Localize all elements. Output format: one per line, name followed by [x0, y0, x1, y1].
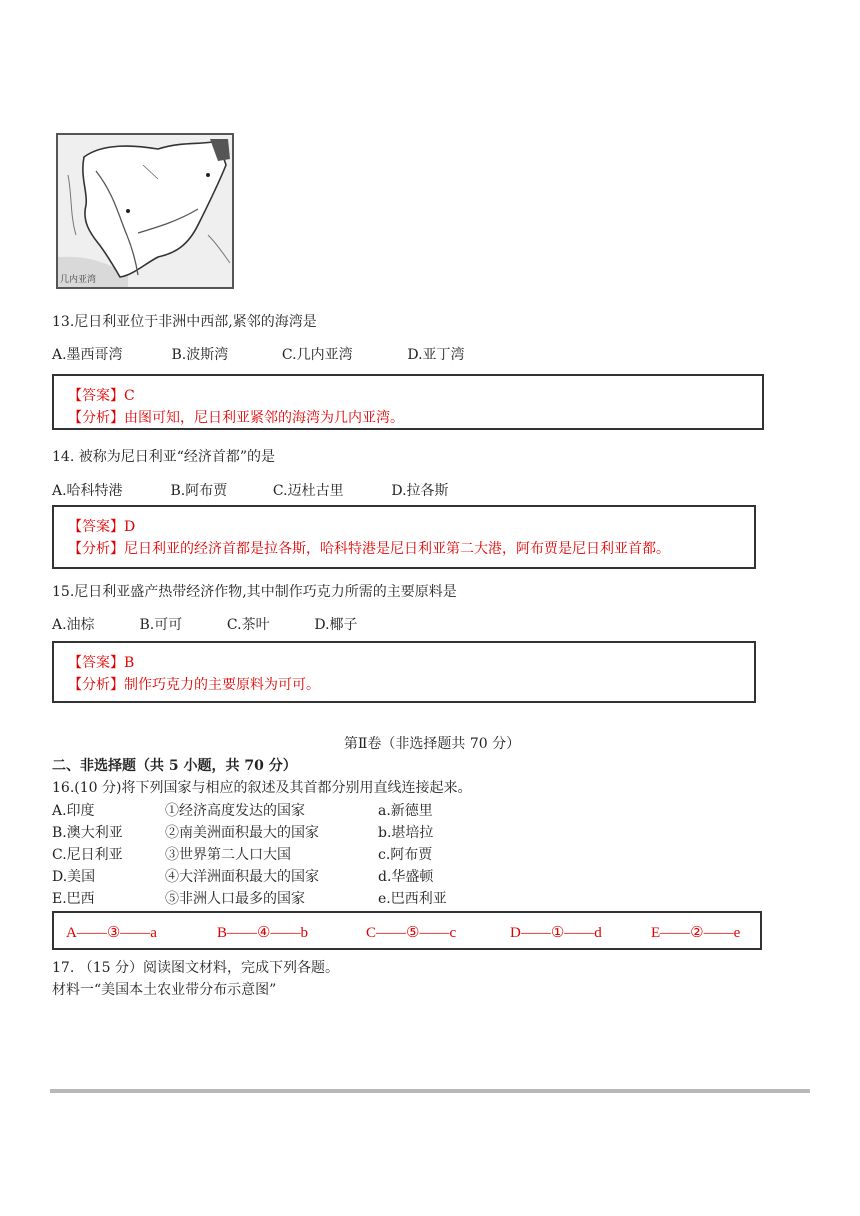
- q15-answer: 【答案】B: [68, 655, 135, 671]
- q14-options: [52, 480, 449, 500]
- q15-option-d: D.椰子: [314, 617, 358, 633]
- q16-desc: ⑤非洲人口最多的国家: [165, 891, 305, 907]
- q16-desc: ③世界第二人口大国: [165, 847, 291, 863]
- q14-stem: 14. 被称为尼日利亚“经济首都”的是: [52, 449, 276, 465]
- q13-analysis: 【分析】由图可知，尼日利亚紧邻的海湾为几内亚湾。: [68, 410, 404, 426]
- q16-country: A.印度: [52, 803, 95, 819]
- q13-answer-box: [52, 374, 764, 430]
- q16-country: C.尼日利亚: [52, 847, 123, 863]
- q16-country: B.澳大利亚: [52, 825, 123, 841]
- q14-option-b: B.阿布贾: [170, 483, 228, 499]
- nigeria-map: [56, 133, 234, 289]
- q16-answer-box: [52, 911, 762, 950]
- q16-stem: 16.(10 分)将下列国家与相应的叙述及其首都分别用直线连接起来。: [52, 780, 472, 796]
- q16-answer-a: A——③——a: [66, 925, 157, 941]
- q16-country: E.巴西: [52, 891, 95, 907]
- q16-answer-c: C——⑤——c: [366, 925, 457, 941]
- q16-row: [52, 822, 752, 844]
- q14-option-a: A.哈科特港: [52, 483, 123, 499]
- q16-capital: b.堪培拉: [378, 825, 434, 841]
- q13-option-a: A.墨西哥湾: [52, 347, 123, 363]
- q17-material: 材料一“美国本土农业带分布示意图”: [52, 982, 277, 998]
- q13-options: [52, 344, 465, 364]
- volume-title: 第Ⅱ卷（非选择题共 70 分）: [343, 736, 521, 752]
- q14-answer: 【答案】D: [68, 519, 136, 535]
- q16-capital: e.巴西利亚: [378, 891, 447, 907]
- q13-option-d: D.亚丁湾: [407, 347, 465, 363]
- q16-desc: ④大洋洲面积最大的国家: [165, 869, 319, 885]
- q15-option-c: C.茶叶: [226, 617, 270, 633]
- q15-option-b: B.可可: [139, 617, 183, 633]
- q13-option-b: B.波斯湾: [171, 347, 229, 363]
- q16-capital: a.新德里: [378, 803, 433, 819]
- footer-divider: [50, 1089, 810, 1093]
- q16-row: [52, 800, 752, 822]
- q13-option-c: C.几内亚湾: [281, 347, 353, 363]
- q14-option-d: D.拉各斯: [391, 483, 449, 499]
- q13-answer: 【答案】C: [68, 388, 135, 404]
- q16-row: [52, 844, 752, 866]
- q16-desc: ①经济高度发达的国家: [165, 803, 305, 819]
- q14-answer-box: [52, 505, 756, 569]
- q15-option-a: A.油棕: [52, 617, 95, 633]
- nigeria-map-drawing: [58, 135, 232, 287]
- q16-capital: c.阿布贾: [378, 847, 433, 863]
- q15-analysis: 【分析】制作巧克力的主要原料为可可。: [68, 677, 320, 693]
- q16-desc: ②南美洲面积最大的国家: [165, 825, 319, 841]
- q16-answer-e: E——②——e: [651, 925, 741, 941]
- q16-row: [52, 888, 752, 910]
- q14-option-c: C.迈杜古里: [272, 483, 344, 499]
- q16-answer-d: D——①——d: [510, 925, 602, 941]
- q16-match-table: [52, 800, 752, 910]
- q14-analysis: 【分析】尼日利亚的经济首都是拉各斯，哈科特港是尼日利亚第二大港，阿布贾是尼日利亚首都。: [68, 541, 670, 557]
- section-heading: 二、非选择题（共 5 小题，共 70 分）: [52, 758, 297, 774]
- map-label-gulf: 几内亚湾: [60, 275, 97, 285]
- q16-row: [52, 866, 752, 888]
- q15-answer-box: [52, 641, 756, 703]
- q16-country: D.美国: [52, 869, 96, 885]
- q16-capital: d.华盛顿: [378, 869, 434, 885]
- q15-options: [52, 614, 358, 634]
- q17-stem: 17. （15 分）阅读图文材料，完成下列各题。: [52, 960, 339, 976]
- q13-stem: 13.尼日利亚位于非洲中西部,紧邻的海湾是: [52, 314, 317, 330]
- q16-answer-b: B——④——b: [217, 925, 308, 941]
- q15-stem: 15.尼日利亚盛产热带经济作物,其中制作巧克力所需的主要原料是: [52, 584, 457, 600]
